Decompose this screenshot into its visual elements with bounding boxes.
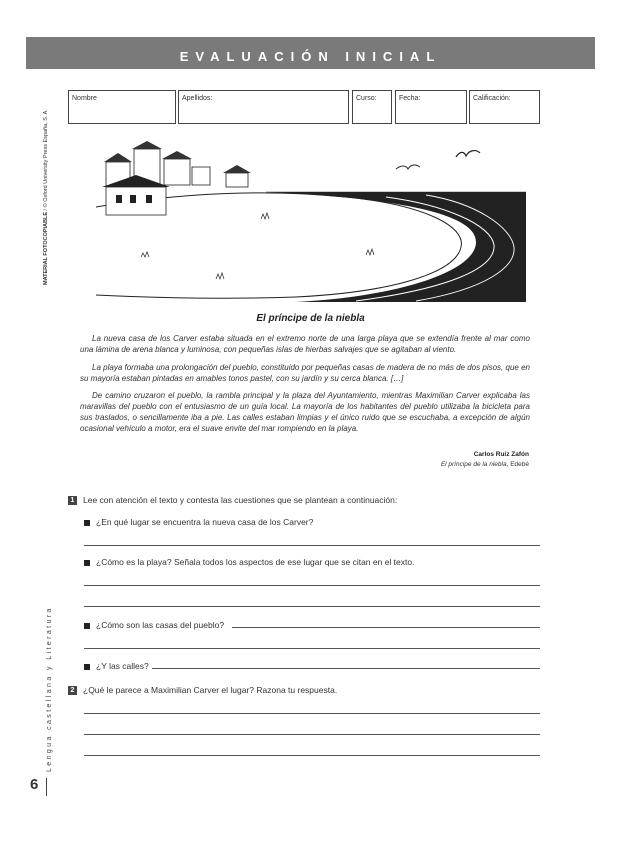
surname-label: Apellidos: bbox=[182, 95, 213, 102]
bullet-icon bbox=[84, 664, 90, 670]
surname-field[interactable] bbox=[178, 90, 349, 124]
reading-paragraph-3: De camino cruzaron el pueblo, la rambla principal y la plaza del Ayuntamiento, mientras Maximilian Carver explicaba las maravillas del pueblo con el entusiasmo de un guía local. La mayoría de los habitantes del pueblo utilizaba la bicicleta para sus traslados, o sencillamente iba a pie. Las calles estaban limpias y el único ruido que se escuchaba, a excepción de algún ocasional vehículo a motor, era el suave envite del mar rompiendo en la playa. bbox=[80, 391, 530, 433]
subject-side-label bbox=[36, 560, 53, 775]
source-publisher: , Edebé bbox=[506, 461, 529, 468]
question-2-number: 2 bbox=[68, 686, 77, 695]
answer-line[interactable] bbox=[84, 585, 540, 586]
course-label: Curso: bbox=[356, 95, 377, 102]
grade-field[interactable] bbox=[469, 90, 540, 124]
date-field[interactable] bbox=[395, 90, 467, 124]
page-title: EVALUACIÓN INICIAL bbox=[179, 49, 442, 64]
answer-line[interactable] bbox=[84, 755, 540, 756]
bullet-icon bbox=[84, 560, 90, 566]
name-field[interactable] bbox=[68, 90, 176, 124]
name-label: Nombre bbox=[72, 95, 97, 102]
answer-line[interactable] bbox=[232, 627, 540, 628]
photocopiable-label: MATERIAL FOTOCOPIABLE bbox=[43, 211, 49, 285]
question-1c bbox=[84, 620, 224, 630]
copyright-text: / © Oxford University Press España, S. A. bbox=[43, 109, 49, 212]
answer-line[interactable] bbox=[84, 606, 540, 607]
answer-line[interactable] bbox=[84, 734, 540, 735]
reading-paragraph-2: La playa formaba una prolongación del pueblo, constituido por pequeñas casas de madera de no más de dos pisos, que en su mayoría estaban pintadas en amables tonos pastel, con su jardín y su cerca blanca. […] bbox=[80, 363, 530, 383]
question-1a bbox=[84, 517, 313, 527]
answer-line[interactable] bbox=[84, 713, 540, 714]
answer-line[interactable] bbox=[84, 545, 540, 546]
copyright-side-note bbox=[33, 90, 47, 290]
reading-title: El príncipe de la niebla bbox=[256, 313, 365, 324]
beach-illustration bbox=[96, 137, 526, 302]
subject-name: Lengua castellana y Literatura bbox=[46, 606, 53, 772]
page-number: 6 bbox=[30, 776, 39, 793]
grade-label: Calificación: bbox=[473, 95, 511, 102]
answer-line[interactable] bbox=[152, 668, 540, 669]
question-1d-text: ¿Y las calles? bbox=[96, 661, 149, 671]
question-1a-text: ¿En qué lugar se encuentra la nueva casa de los Carver? bbox=[96, 517, 314, 527]
question-1c-text: ¿Cómo son las casas del pueblo? bbox=[96, 620, 225, 630]
course-field[interactable] bbox=[352, 90, 392, 124]
source-title: El príncipe de la niebla bbox=[440, 461, 507, 468]
bullet-icon bbox=[84, 623, 90, 629]
author-name: Carlos Ruiz Zafón bbox=[473, 451, 529, 458]
question-1d bbox=[84, 661, 149, 671]
date-label: Fecha: bbox=[399, 95, 421, 102]
question-1b-text: ¿Cómo es la playa? Señala todos los aspectos de ese lugar que se citan en el texto. bbox=[96, 557, 415, 567]
question-1-text: Lee con atención el texto y contesta las cuestiones que se plantean a continuación: bbox=[83, 495, 398, 505]
source-citation bbox=[441, 461, 529, 468]
bullet-icon bbox=[84, 520, 90, 526]
page-number-divider bbox=[46, 778, 47, 796]
answer-line[interactable] bbox=[84, 648, 540, 649]
question-2-text: ¿Qué le parece a Maximilian Carver el lugar? Razona tu respuesta. bbox=[83, 685, 338, 695]
reading-paragraph-1: La nueva casa de los Carver estaba situada en el extremo norte de una larga playa que se extendía frente al mar como una lámina de arena blanca y luminosa, con pequeñas islas de hierbas salvajes que se agitaban al viento. bbox=[80, 334, 530, 354]
question-1-number: 1 bbox=[68, 496, 77, 505]
page-header-banner bbox=[26, 37, 595, 69]
question-1b bbox=[84, 557, 414, 567]
